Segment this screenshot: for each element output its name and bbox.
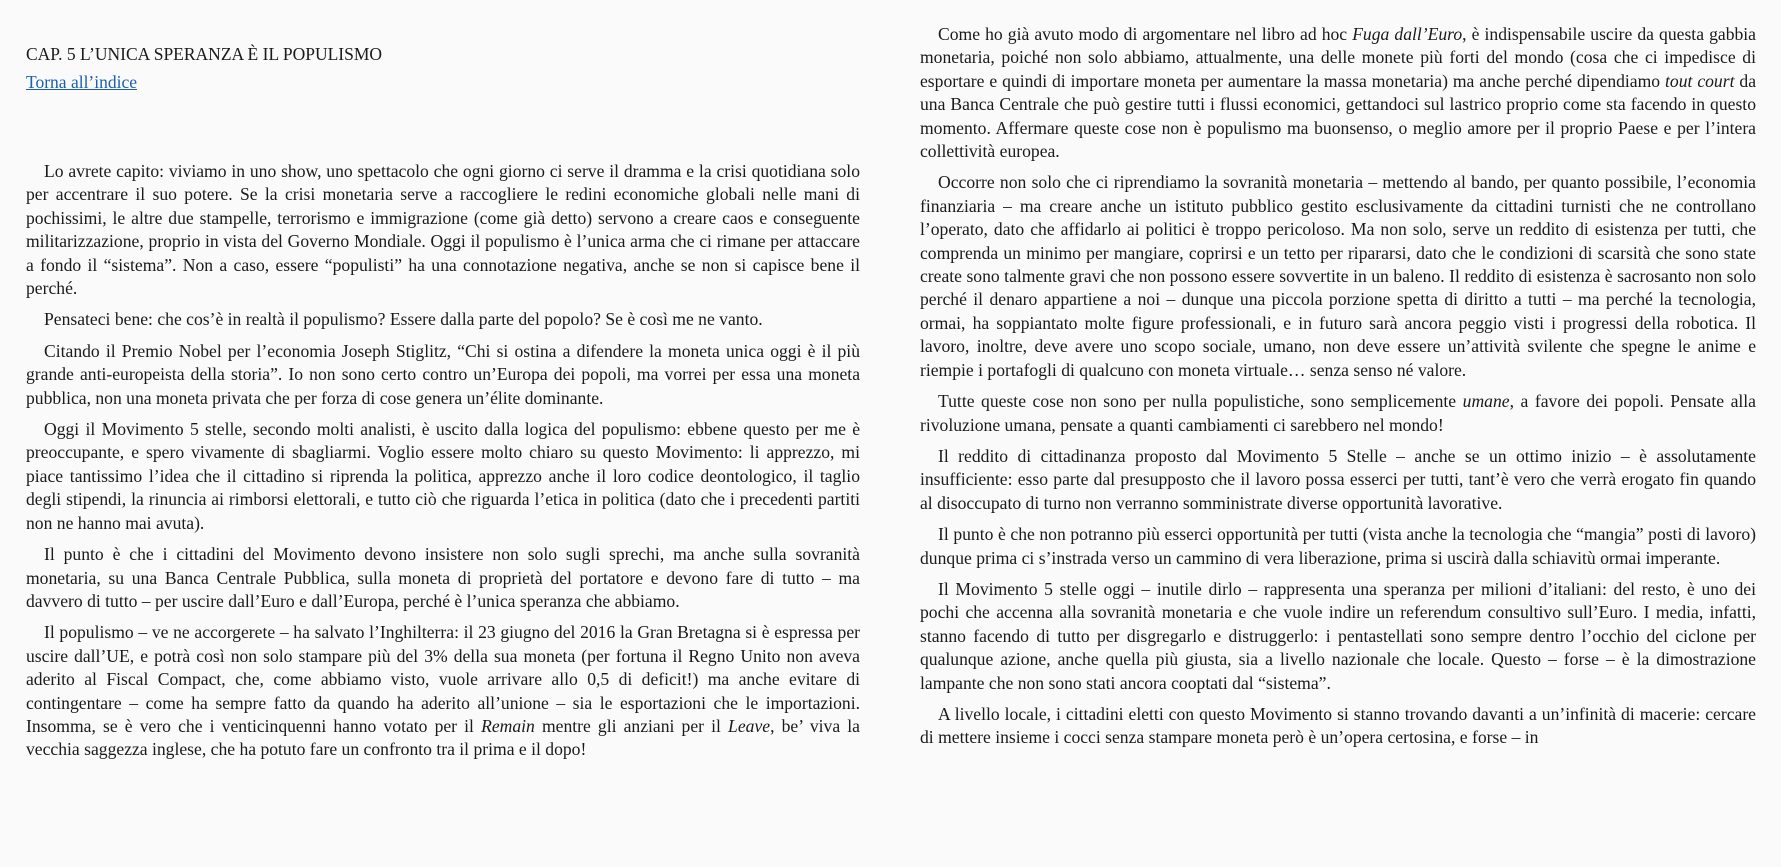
paragraph xyxy=(920,523,1756,570)
text-run: , a favore dei popoli. Pensate alla rivoluzione umana, pensate a quanti cambiamenti ci sarebbero nel mondo! xyxy=(920,391,1756,435)
text-run: Il reddito di cittadinanza proposto dal Movimento 5 Stelle – anche se un ottimo inizio – è assolutamente insufficiente: esso parte dal presupposto che il lavoro possa esserci per tutti, tant’è vero che verrà erogato fin quando al disoccupato di turno non verranno somministrate diverse opportunità lavorative. xyxy=(920,445,1756,513)
text-run: Il Movimento 5 stelle oggi – inutile dirlo – rappresenta una speranza per milioni d’italiani: del resto, è uno dei pochi che accenna alla sovranità monetaria e che vuole indire un referendum consultivo sull’Euro. I media, infatti, stanno facendo di tutto per disgregarlo e distruggerlo: i pentastellati sono sempre dentro l’occhio del ciclone per qualunque azione, anche quella più giusta, sia a livello nazionale che locale. Questo – forse – è la dimostrazione lampante che non sono stati ancora cooptati dal “sistema”. xyxy=(920,578,1756,693)
paragraph xyxy=(26,308,860,331)
italic-text: umane xyxy=(1462,391,1510,412)
text-run: Lo avrete capito: viviamo in uno show, uno spettacolo che ogni giorno ci serve il dramma e la crisi quotidiana solo per accentrare il suo potere. Se la crisi monetaria serve a raccogliere le redini economiche globali nelle mani di pochissimi, le altre due stampelle, terrorismo e immigrazione (come già detto) servono a creare caos e conseguente militarizzazione, proprio in vista del Governo Mondiale. Oggi il populismo è l’unica arma che ci rimane per attaccare a fondo il “sistema”. Non a caso, essere “populisti” ha una connotazione negativa, anche se non si capisce bene il perché. xyxy=(26,161,860,299)
paragraph xyxy=(920,703,1756,750)
italic-text: Fuga dall’Euro xyxy=(1352,24,1463,44)
paragraph xyxy=(26,160,860,300)
chapter-title: CAP. 5 L’UNICA SPERANZA È IL POPULISMO xyxy=(26,44,383,64)
paragraph xyxy=(26,621,860,761)
text-run: Il populismo – ve ne accorgerete – ha salvato l’Inghilterra: il 23 giugno del 2016 la Gran Bretagna si è espressa per uscire dall’UE, e potrà così non solo stampare più del 3% della sua moneta (per fortuna il Regno Unito non aveva aderito al Fiscal Compact, che, come abbiamo visto, vuole arrivare allo 0,5 di deficit!) ma anche evitare di contingentare – come ha sempre fatto da quando ha aderito all’unione – sia le esportazioni che le importazioni. Insomma, se è vero che i venticinquenni hanno votato per il xyxy=(26,622,860,736)
paragraph xyxy=(26,543,860,613)
text-run: Pensateci bene: che cos’è in realtà il populismo? Essere dalla parte del popolo? Se è così me ne vanto. xyxy=(44,309,763,330)
left-column xyxy=(26,0,860,770)
right-column xyxy=(920,0,1756,758)
text-run: , be’ viva la vecchia saggezza inglese, che ha potuto fare un confronto tra il prima e il dopo! xyxy=(26,715,860,760)
paragraph xyxy=(920,171,1756,382)
left-paragraphs xyxy=(26,160,860,762)
paragraph xyxy=(920,23,1756,163)
text-run: Oggi il Movimento 5 stelle, secondo molti analisti, è uscito dalla logica del populismo: ebbene questo per me è preoccupante, e spero vivamente di sbagliarmi. Voglio essere molto chiaro su questo Movimento: li apprezzo, mi piace tantissimo l’idea che il cittadino si riprenda la politica, apprezzo anche il loro codice deontologico, il taglio degli stipendi, la rinuncia ai rimborsi elettorali, e tutto ciò che riguarda l’etica in politica (dato che i precedenti partiti non ne hanno mai avuta). xyxy=(26,419,860,533)
right-paragraphs xyxy=(920,23,1756,750)
paragraph xyxy=(920,578,1756,695)
text-run: Come ho già avuto modo di argomentare nel libro ad hoc xyxy=(938,24,1353,44)
paragraph xyxy=(26,340,860,410)
italic-text: tout court xyxy=(1665,70,1735,91)
text-run: Il punto è che i cittadini del Movimento devono insistere non solo sugli sprechi, ma anche sulla sovranità monetaria, su una Banca Centrale Pubblica, sulla moneta di proprietà del portatore e devono fare di tutto – ma davvero di tutto – per uscire dall’Euro e dall’Europa, perché è l’unica speranza che abbiamo. xyxy=(26,544,860,611)
text-run: mentre gli anziani per il xyxy=(534,715,729,736)
paragraph xyxy=(920,390,1756,437)
text-run: Tutte queste cose non sono per nulla populistiche, sono semplicemente xyxy=(938,391,1463,412)
italic-text: Leave xyxy=(728,715,771,736)
italic-text: Remain xyxy=(481,715,535,736)
paragraph xyxy=(26,418,860,535)
title-spacer xyxy=(26,94,860,160)
text-run: Il punto è che non potranno più esserci opportunità per tutti (vista anche la tecnologia che “mangia” posti di lavoro) dunque prima ci s’instrada verso un cammino di vera liberazione, prima si uscirà dalla schiavitù ormai imperante. xyxy=(920,524,1756,568)
text-run: Citando il Premio Nobel per l’economia Joseph Stiglitz, “Chi si ostina a difendere la moneta unica oggi è il più grande anti-europeista della storia”. Io non sono certo contro un’Europa dei popoli, ma vorrei per essa una moneta pubblica, non una moneta privata che per forza di cose genera un’élite dominante. xyxy=(26,340,860,408)
text-run: , è indispensabile uscire da questa gabbia monetaria, poiché non solo abbiamo, attualmente, una delle monete più forti del mondo (cosa che ci impedisce di esportare e quindi di importare moneta per aumentare la massa monetaria) ma anche perché dipendiamo xyxy=(920,24,1756,91)
text-run: da una Banca Centrale che può gestire tutti i flussi economici, gettandoci sul lastrico proprio come sta facendo in questo momento. Affermare queste cose non è populismo ma buonsenso, o meglio amore per il proprio Paese e per l’intera collettività europea. xyxy=(920,70,1756,162)
paragraph xyxy=(920,445,1756,515)
text-run: A livello locale, i cittadini eletti con questo Movimento si stanno trovando davanti a un’infinità di macerie: cercare di mettere insieme i cocci senza stampare moneta però è un’opera certosina, e forse – in xyxy=(920,703,1756,748)
back-to-index-link[interactable]: Torna all’indice xyxy=(26,72,138,92)
text-run: Occorre non solo che ci riprendiamo la sovranità monetaria – mettendo al bando, per quanto possibile, l’economia finanziaria – ma creare anche un istituto pubblico gestito esclusivamente da cittadini turnisti che ne controllano l’operato, dato che affidarlo ai politici è troppo pericoloso. Ma non solo, serve un reddito di esistenza per tutti, che comprenda un minimo per mangiare, coprirsi e un tetto per ripararsi, dato che le condizioni di scarsità che sono state create sono talmente gravi che non possono essere sovvertite in un baleno. Il reddito di esistenza è sacrosanto non solo perché il denaro appartiene a noi – dunque una piccola porzione spetta di diritto a tutti – ma perché la tecnologia, ormai, ha soppiantato molte figure professionali, e in futuro sarà ancora peggio visti i progressi della robotica. Il lavoro, inoltre, deve avere uno scopo sociale, umano, non deve essere un’attività svilente che spegne le anime e riempie i portafogli di qualcuno con moneta virtuale… senza senso né valore. xyxy=(920,172,1756,380)
